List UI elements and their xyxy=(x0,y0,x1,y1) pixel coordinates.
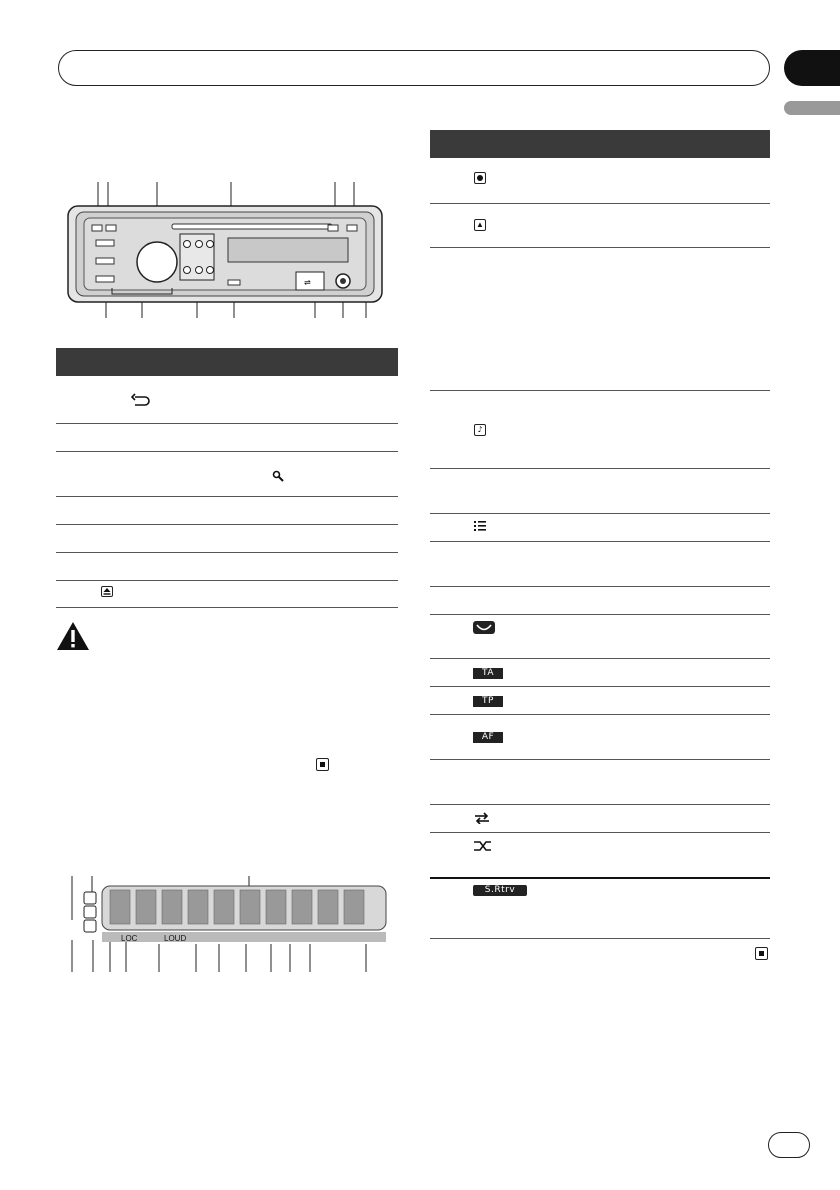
table-row xyxy=(56,580,398,581)
table-row xyxy=(430,658,770,659)
right-table-header xyxy=(430,130,770,158)
table-row xyxy=(56,607,398,608)
table-row xyxy=(430,686,770,687)
table-row xyxy=(430,203,770,204)
table-row xyxy=(430,832,770,833)
list-icon xyxy=(473,520,487,532)
table-row xyxy=(430,586,770,587)
eject-icon xyxy=(101,586,113,597)
table-row xyxy=(56,423,398,424)
page-header-bar xyxy=(58,50,770,86)
warning-icon xyxy=(56,621,90,651)
table-row xyxy=(430,390,770,391)
table-row xyxy=(430,513,770,514)
music-note-icon: ♪ xyxy=(474,424,486,436)
lcd-loc-label: LOC xyxy=(121,934,138,943)
return-icon xyxy=(131,393,151,407)
table-row xyxy=(430,877,770,879)
lcd-loud-label: LOUD xyxy=(164,934,187,943)
table-row xyxy=(430,247,770,248)
af-badge: AF xyxy=(473,732,503,743)
table-row xyxy=(430,541,770,542)
tp-badge: TP xyxy=(473,696,503,707)
table-row xyxy=(430,804,770,805)
left-table-header xyxy=(56,348,398,376)
table-row xyxy=(56,552,398,553)
table-row xyxy=(56,451,398,452)
search-icon xyxy=(272,470,284,482)
stop-icon xyxy=(316,758,329,771)
table-row xyxy=(430,759,770,760)
lcd-display-illustration xyxy=(64,872,394,976)
head-unit-illustration xyxy=(62,178,392,323)
ta-badge: TA xyxy=(473,668,503,679)
language-tab xyxy=(784,101,840,115)
stop-icon xyxy=(755,947,768,960)
svg-text:⇌: ⇌ xyxy=(304,278,311,287)
section-tab xyxy=(784,50,840,86)
table-row xyxy=(56,496,398,497)
page-number-badge xyxy=(768,1132,810,1158)
sound-retriever-icon xyxy=(473,621,495,634)
table-row xyxy=(430,614,770,615)
shuffle-icon xyxy=(473,840,493,852)
table-row xyxy=(56,524,398,525)
table-row xyxy=(430,468,770,469)
table-row xyxy=(430,938,770,939)
disc-icon xyxy=(474,172,486,184)
s-rtrv-badge: S.Rtrv xyxy=(473,885,527,896)
person-icon: ▲ xyxy=(474,219,486,231)
repeat-icon xyxy=(473,812,491,824)
table-row xyxy=(430,714,770,715)
